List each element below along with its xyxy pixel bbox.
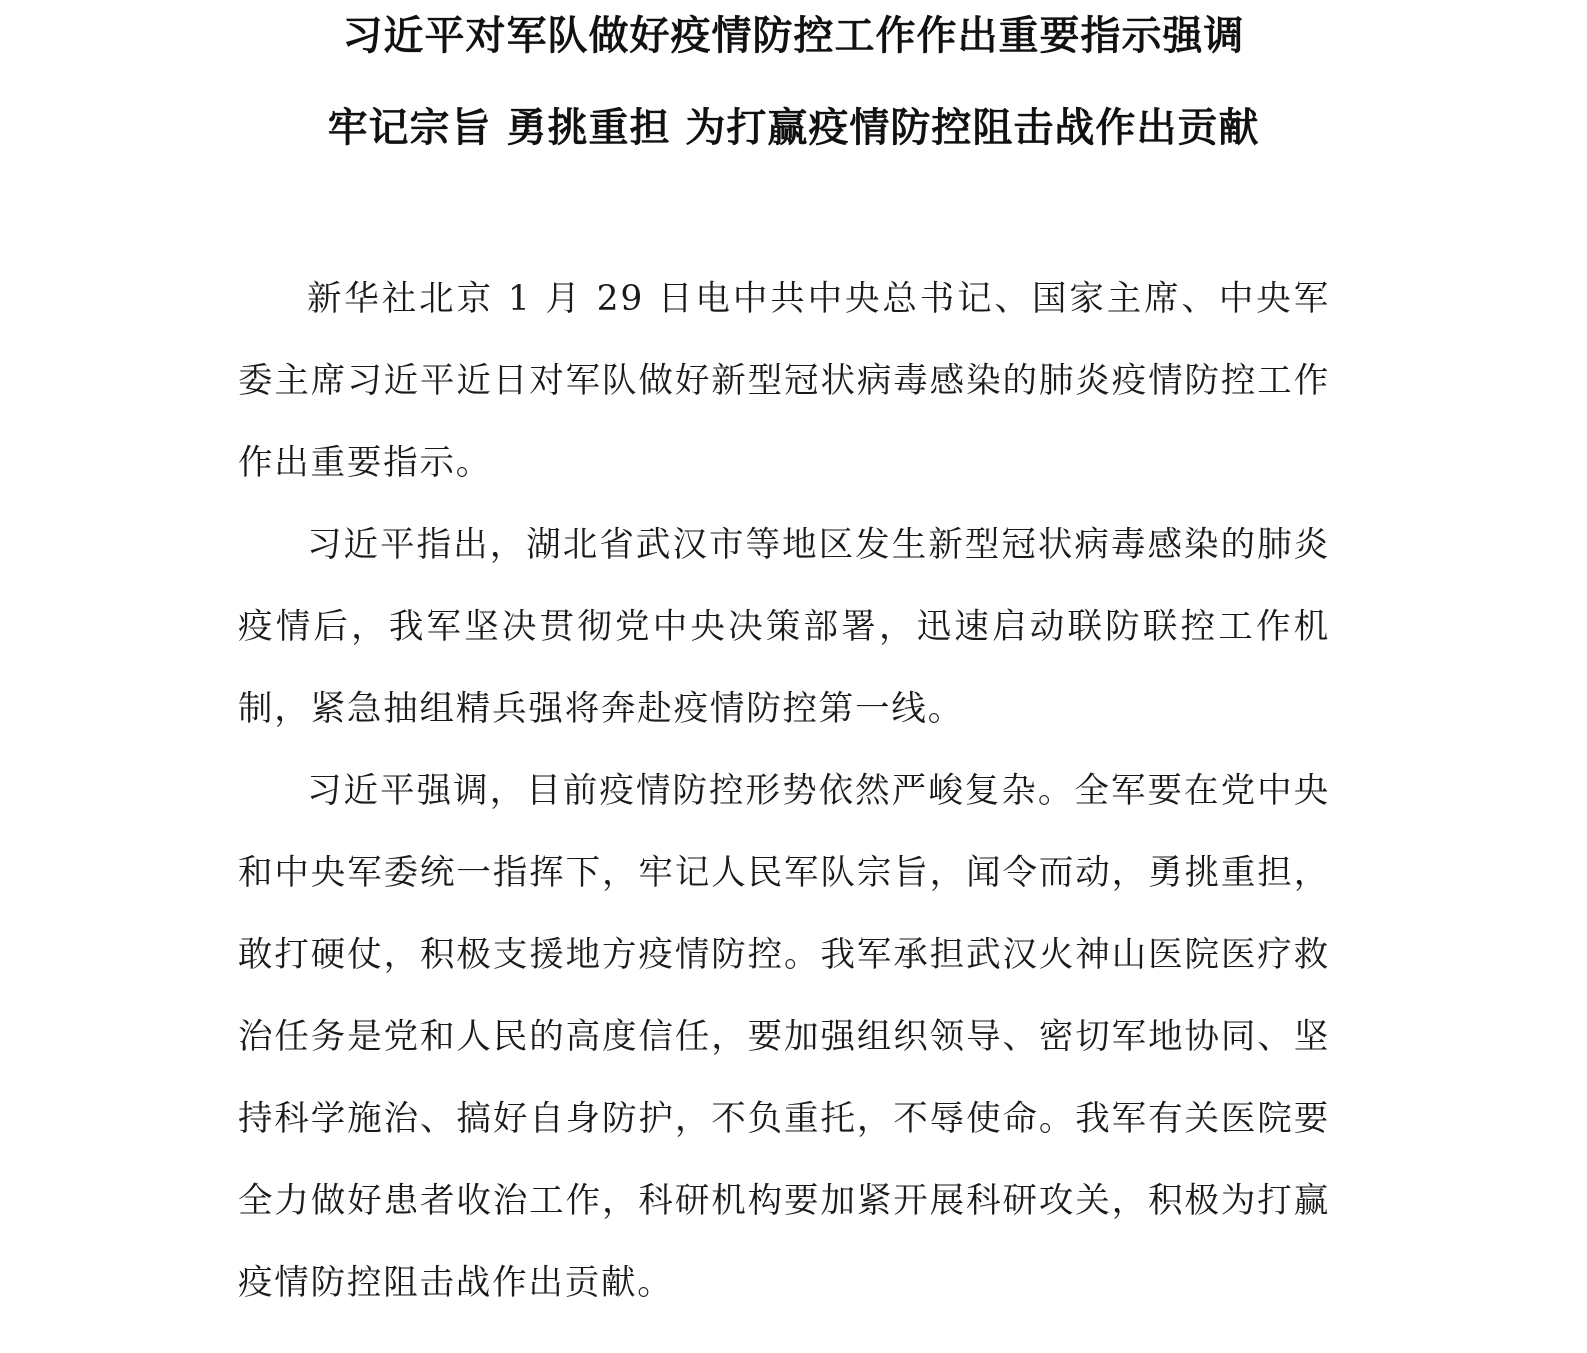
headline-line-2: 牢记宗旨 勇挑重担 为打赢疫情防控阻击战作出贡献 <box>327 105 1260 151</box>
paragraph-1: 新华社北京 1 月 29 日电中共中央总书记、国家主席、中央军委主席习近平近日对军队做好新型冠状病毒感染的肺炎疫情防控工作作出重要指示。 <box>238 279 1330 483</box>
paragraph-2: 习近平指出，湖北省武汉市等地区发生新型冠状病毒感染的肺炎疫情后，我军坚决贯彻党中央决策部署，迅速启动联防联控工作机制，紧急抽组精兵强将奔赴疫情防控第一线。 <box>238 525 1330 729</box>
headline-line-1: 习近平对军队做好疫情防控工作作出重要指示强调 <box>342 13 1245 59</box>
article-body <box>238 258 1330 1324</box>
paragraph-3: 习近平强调，目前疫情防控形势依然严峻复杂。全军要在党中央和中央军委统一指挥下，牢记人民军队宗旨，闻令而动，勇挑重担，敢打硬仗，积极支援地方疫情防控。我军承担武汉火神山医院医疗救治任务是党和人民的高度信任，要加强组织领导、密切军地协同、坚持科学施治、搞好自身防护，不负重托，不辱使命。我军有关医院要全力做好患者收治工作，科研机构要加紧开展科研攻关，积极为打赢疫情防控阻击战作出贡献。 <box>238 771 1330 1303</box>
headline <box>200 10 1387 154</box>
